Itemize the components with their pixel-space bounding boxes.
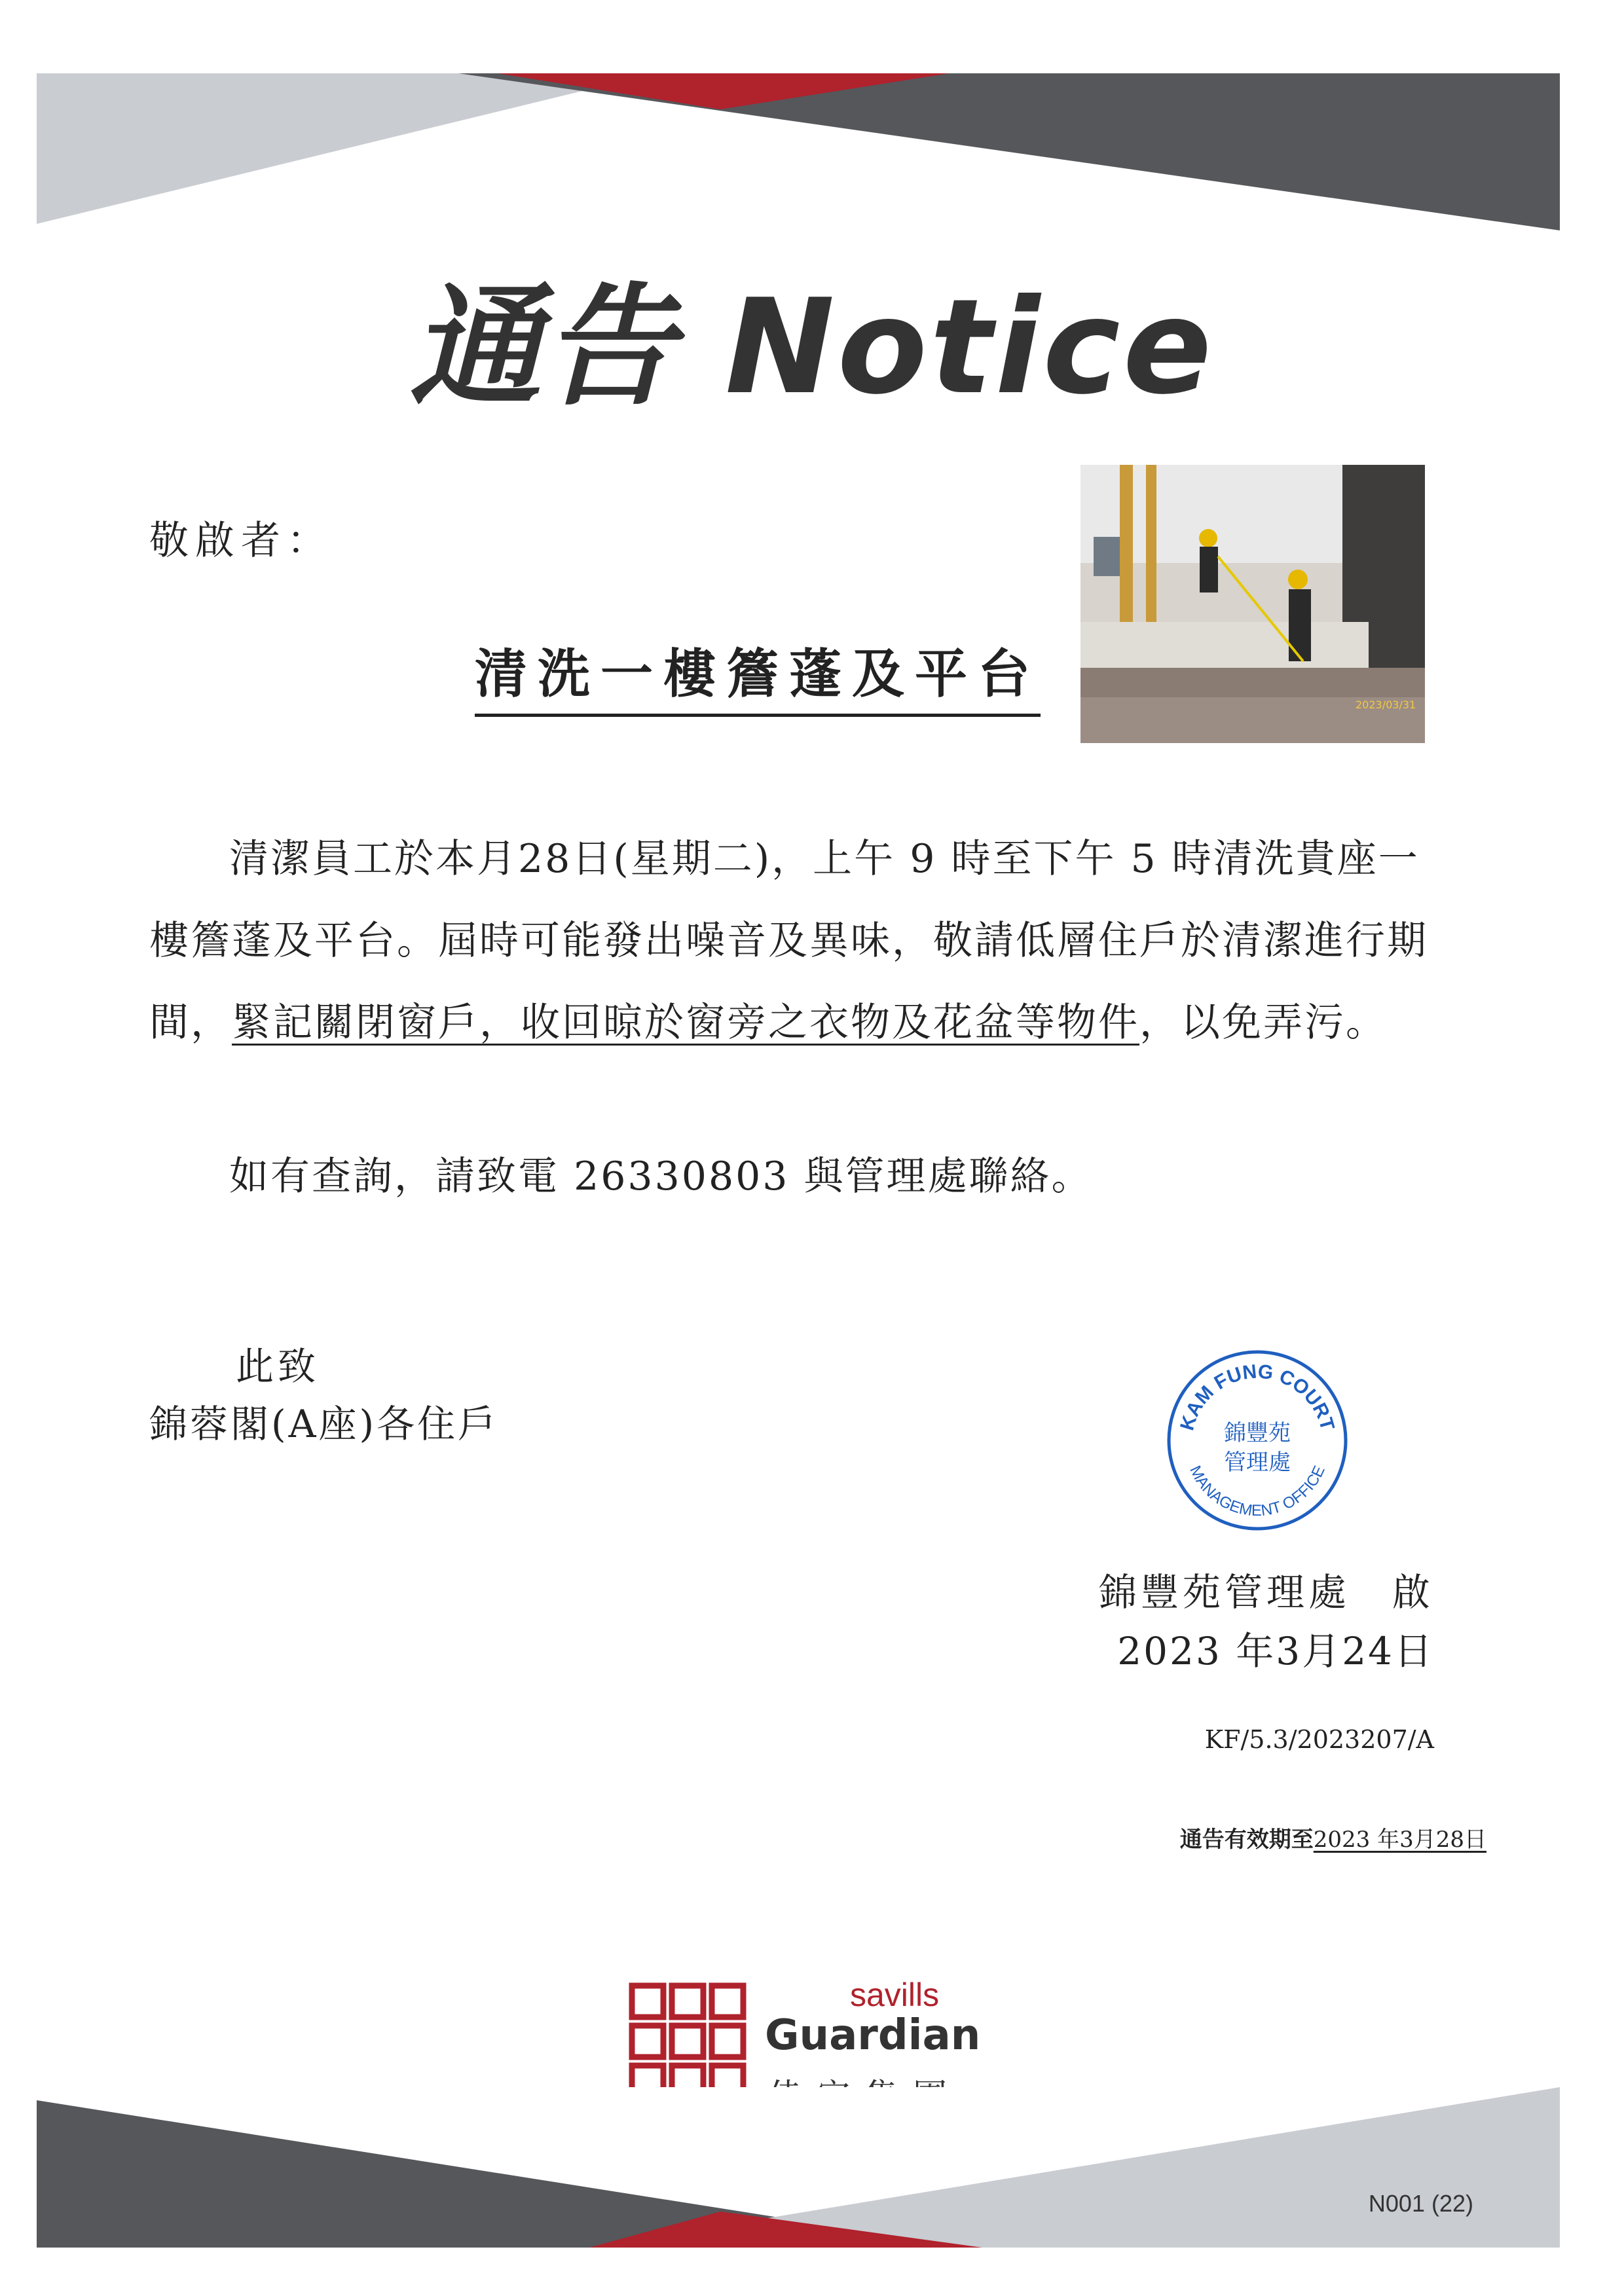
validity-line [1180, 1821, 1486, 1853]
signature-line: 錦豐苑管理處 啟 [1098, 1570, 1434, 1614]
notice-subject: 清洗一樓簷蓬及平台 [475, 632, 1041, 717]
validity-date: 2023 年3月28日 [1313, 1827, 1486, 1853]
management-office-seal [1162, 1345, 1352, 1535]
notice-title: 通告 Notice [409, 271, 1215, 424]
validity-label: 通告有效期至 [1179, 1827, 1314, 1853]
form-code: N001 (22) [1368, 2190, 1473, 2217]
photo-date-stamp: 2023/03/31 [1356, 699, 1416, 711]
issue-date: 2023 年3月24日 [1117, 1629, 1434, 1673]
salutation: 敬啟者： [149, 518, 333, 564]
enquiry-text: 如有查詢，請致電 26330803 與管理處聯絡。 [229, 1154, 1093, 1199]
seal-inner-line-1: 錦豐苑 [1224, 1420, 1291, 1446]
cleaning-workers-photo [1080, 465, 1425, 743]
seal-outer-bottom-text: MANAGEMENT OFFICE [1186, 1463, 1329, 1520]
header-band [0, 73, 1624, 244]
logo-guardian-text: Guardian [765, 2011, 981, 2060]
body-text-before: 清潔員工於本月28日(星期二)，上午 9 時至下午 5 時清洗貴座一樓簷蓬及平台。屆時可能發出噪音及異味，敬請低層住戶於清潔進行期間， [149, 836, 1428, 1046]
body-text-underlined: 緊記關閉窗戶，收回晾於窗旁之衣物及花盆等物件 [232, 1000, 1139, 1046]
closing-line-1: 此致 [236, 1344, 320, 1389]
seal-outer-top-text: KAM FUNG COURT [1176, 1360, 1338, 1433]
closing-recipients: 錦蓉閣(A座)各住戶 [149, 1402, 499, 1446]
body-paragraph-1 [149, 818, 1459, 1064]
reference-number: KF/5.3/2023207/A [1204, 1725, 1434, 1754]
savills-guardian-logo-icon [629, 1982, 747, 2100]
body-text-after: ，以免弄污。 [1139, 1000, 1387, 1046]
seal-inner-line-2: 管理處 [1224, 1449, 1291, 1476]
logo-savills-text: savills [850, 1977, 940, 2013]
body-paragraph-2 [149, 1136, 1459, 1218]
footer-band [0, 2087, 1624, 2257]
